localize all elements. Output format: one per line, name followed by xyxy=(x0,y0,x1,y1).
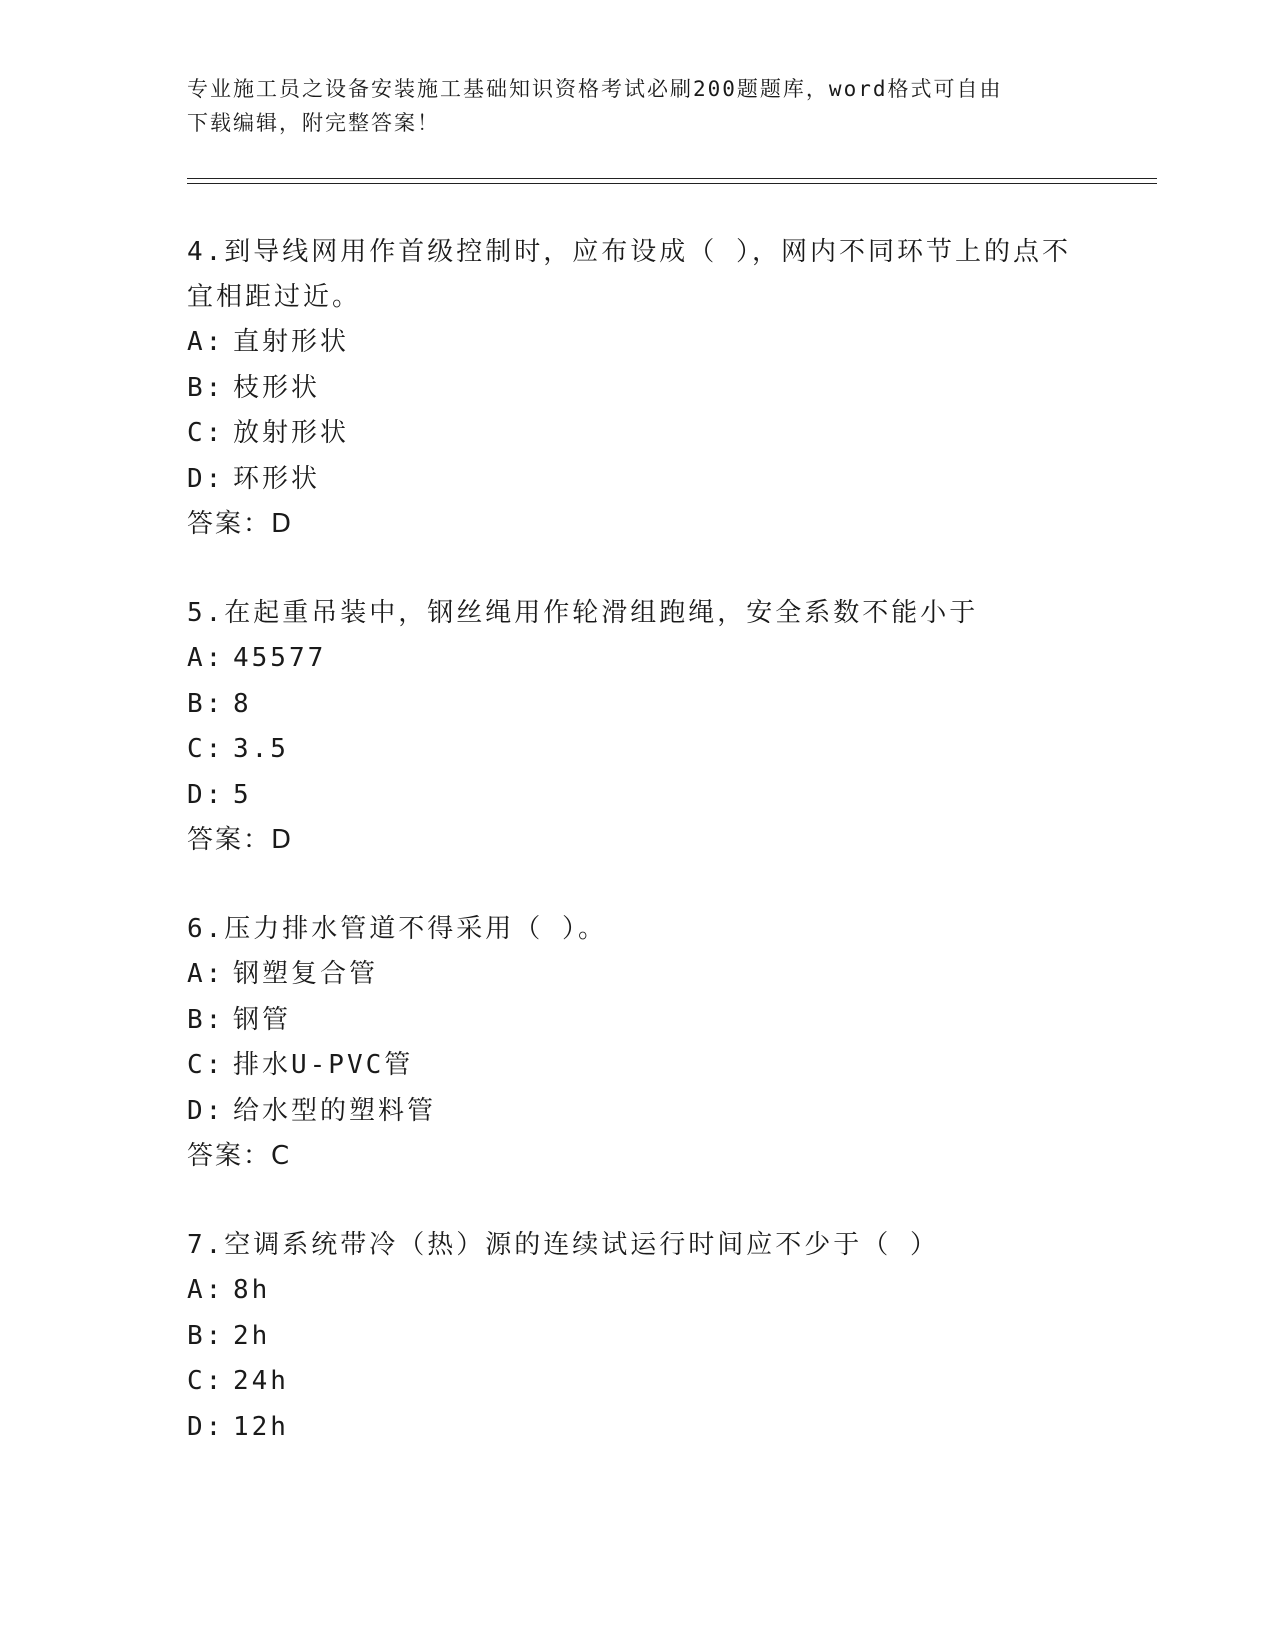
header-line-1: 专业施工员之设备安装施工基础知识资格考试必刷200题题库，word格式可自由 xyxy=(187,77,1003,101)
option-letter: B: xyxy=(187,688,225,719)
option-letter: C: xyxy=(187,418,225,448)
option-text: 钢管 xyxy=(233,1004,292,1035)
option-letter: A: xyxy=(187,959,225,989)
option-letter: A: xyxy=(187,1275,225,1305)
option-a xyxy=(187,636,1087,682)
header-line-2: 下载编辑，附完整答案！ xyxy=(187,111,440,135)
answer-line: 答案：D xyxy=(187,509,294,539)
option-text: 5 xyxy=(233,779,252,810)
option-b xyxy=(187,1314,1087,1360)
option-text: 排水U-PVC管 xyxy=(233,1050,414,1080)
option-letter: C: xyxy=(187,734,225,764)
option-d xyxy=(187,773,1087,819)
answer-line: 答案：D xyxy=(187,825,294,855)
option-c xyxy=(187,727,1087,773)
question-7 xyxy=(187,1223,1087,1450)
option-letter: A: xyxy=(187,643,225,673)
header-divider-top xyxy=(187,178,1157,179)
option-text: 钢塑复合管 xyxy=(233,959,379,989)
option-text: 环形状 xyxy=(233,463,321,494)
option-d xyxy=(187,1089,1087,1135)
option-a xyxy=(187,952,1087,998)
option-text: 8 xyxy=(233,688,252,719)
option-text: 直射形状 xyxy=(233,327,350,357)
option-b xyxy=(187,998,1087,1044)
option-letter: D: xyxy=(187,463,225,494)
option-text: 12h xyxy=(233,1411,289,1442)
option-letter: B: xyxy=(187,1004,225,1035)
option-b xyxy=(187,366,1087,412)
option-text: 2h xyxy=(233,1320,271,1351)
header-divider-bottom xyxy=(187,183,1157,184)
option-text: 枝形状 xyxy=(233,372,321,403)
question-6 xyxy=(187,907,1087,1180)
option-c xyxy=(187,1043,1087,1089)
question-stem: 5.在起重吊装中，钢丝绳用作轮滑组跑绳，安全系数不能小于 xyxy=(187,598,979,628)
option-a xyxy=(187,1268,1087,1314)
option-text: 45577 xyxy=(233,643,327,673)
question-4 xyxy=(187,230,1087,548)
question-stem: 4.到导线网用作首级控制时，应布设成（ ），网内不同环节上的点不宜相距过近。 xyxy=(187,237,1071,312)
option-c xyxy=(187,411,1087,457)
option-text: 8h xyxy=(233,1275,271,1305)
option-text: 24h xyxy=(233,1366,289,1396)
option-letter: C: xyxy=(187,1366,225,1396)
question-stem: 7.空调系统带冷（热）源的连续试运行时间应不少于（ ） xyxy=(187,1230,939,1260)
option-letter: C: xyxy=(187,1050,225,1080)
option-letter: D: xyxy=(187,779,225,810)
option-c xyxy=(187,1359,1087,1405)
option-text: 给水型的塑料管 xyxy=(233,1095,437,1126)
option-a xyxy=(187,320,1087,366)
document-header xyxy=(187,72,1087,140)
option-letter: B: xyxy=(187,372,225,403)
option-b xyxy=(187,682,1087,728)
option-d xyxy=(187,1405,1087,1451)
option-letter: B: xyxy=(187,1320,225,1351)
question-5 xyxy=(187,591,1087,864)
question-stem: 6.压力排水管道不得采用（ ）。 xyxy=(187,914,607,944)
option-letter: D: xyxy=(187,1411,225,1442)
option-letter: A: xyxy=(187,327,225,357)
option-d xyxy=(187,457,1087,503)
option-text: 3.5 xyxy=(233,734,289,764)
option-letter: D: xyxy=(187,1095,225,1126)
answer-line: 答案：C xyxy=(187,1141,292,1171)
option-text: 放射形状 xyxy=(233,418,350,448)
